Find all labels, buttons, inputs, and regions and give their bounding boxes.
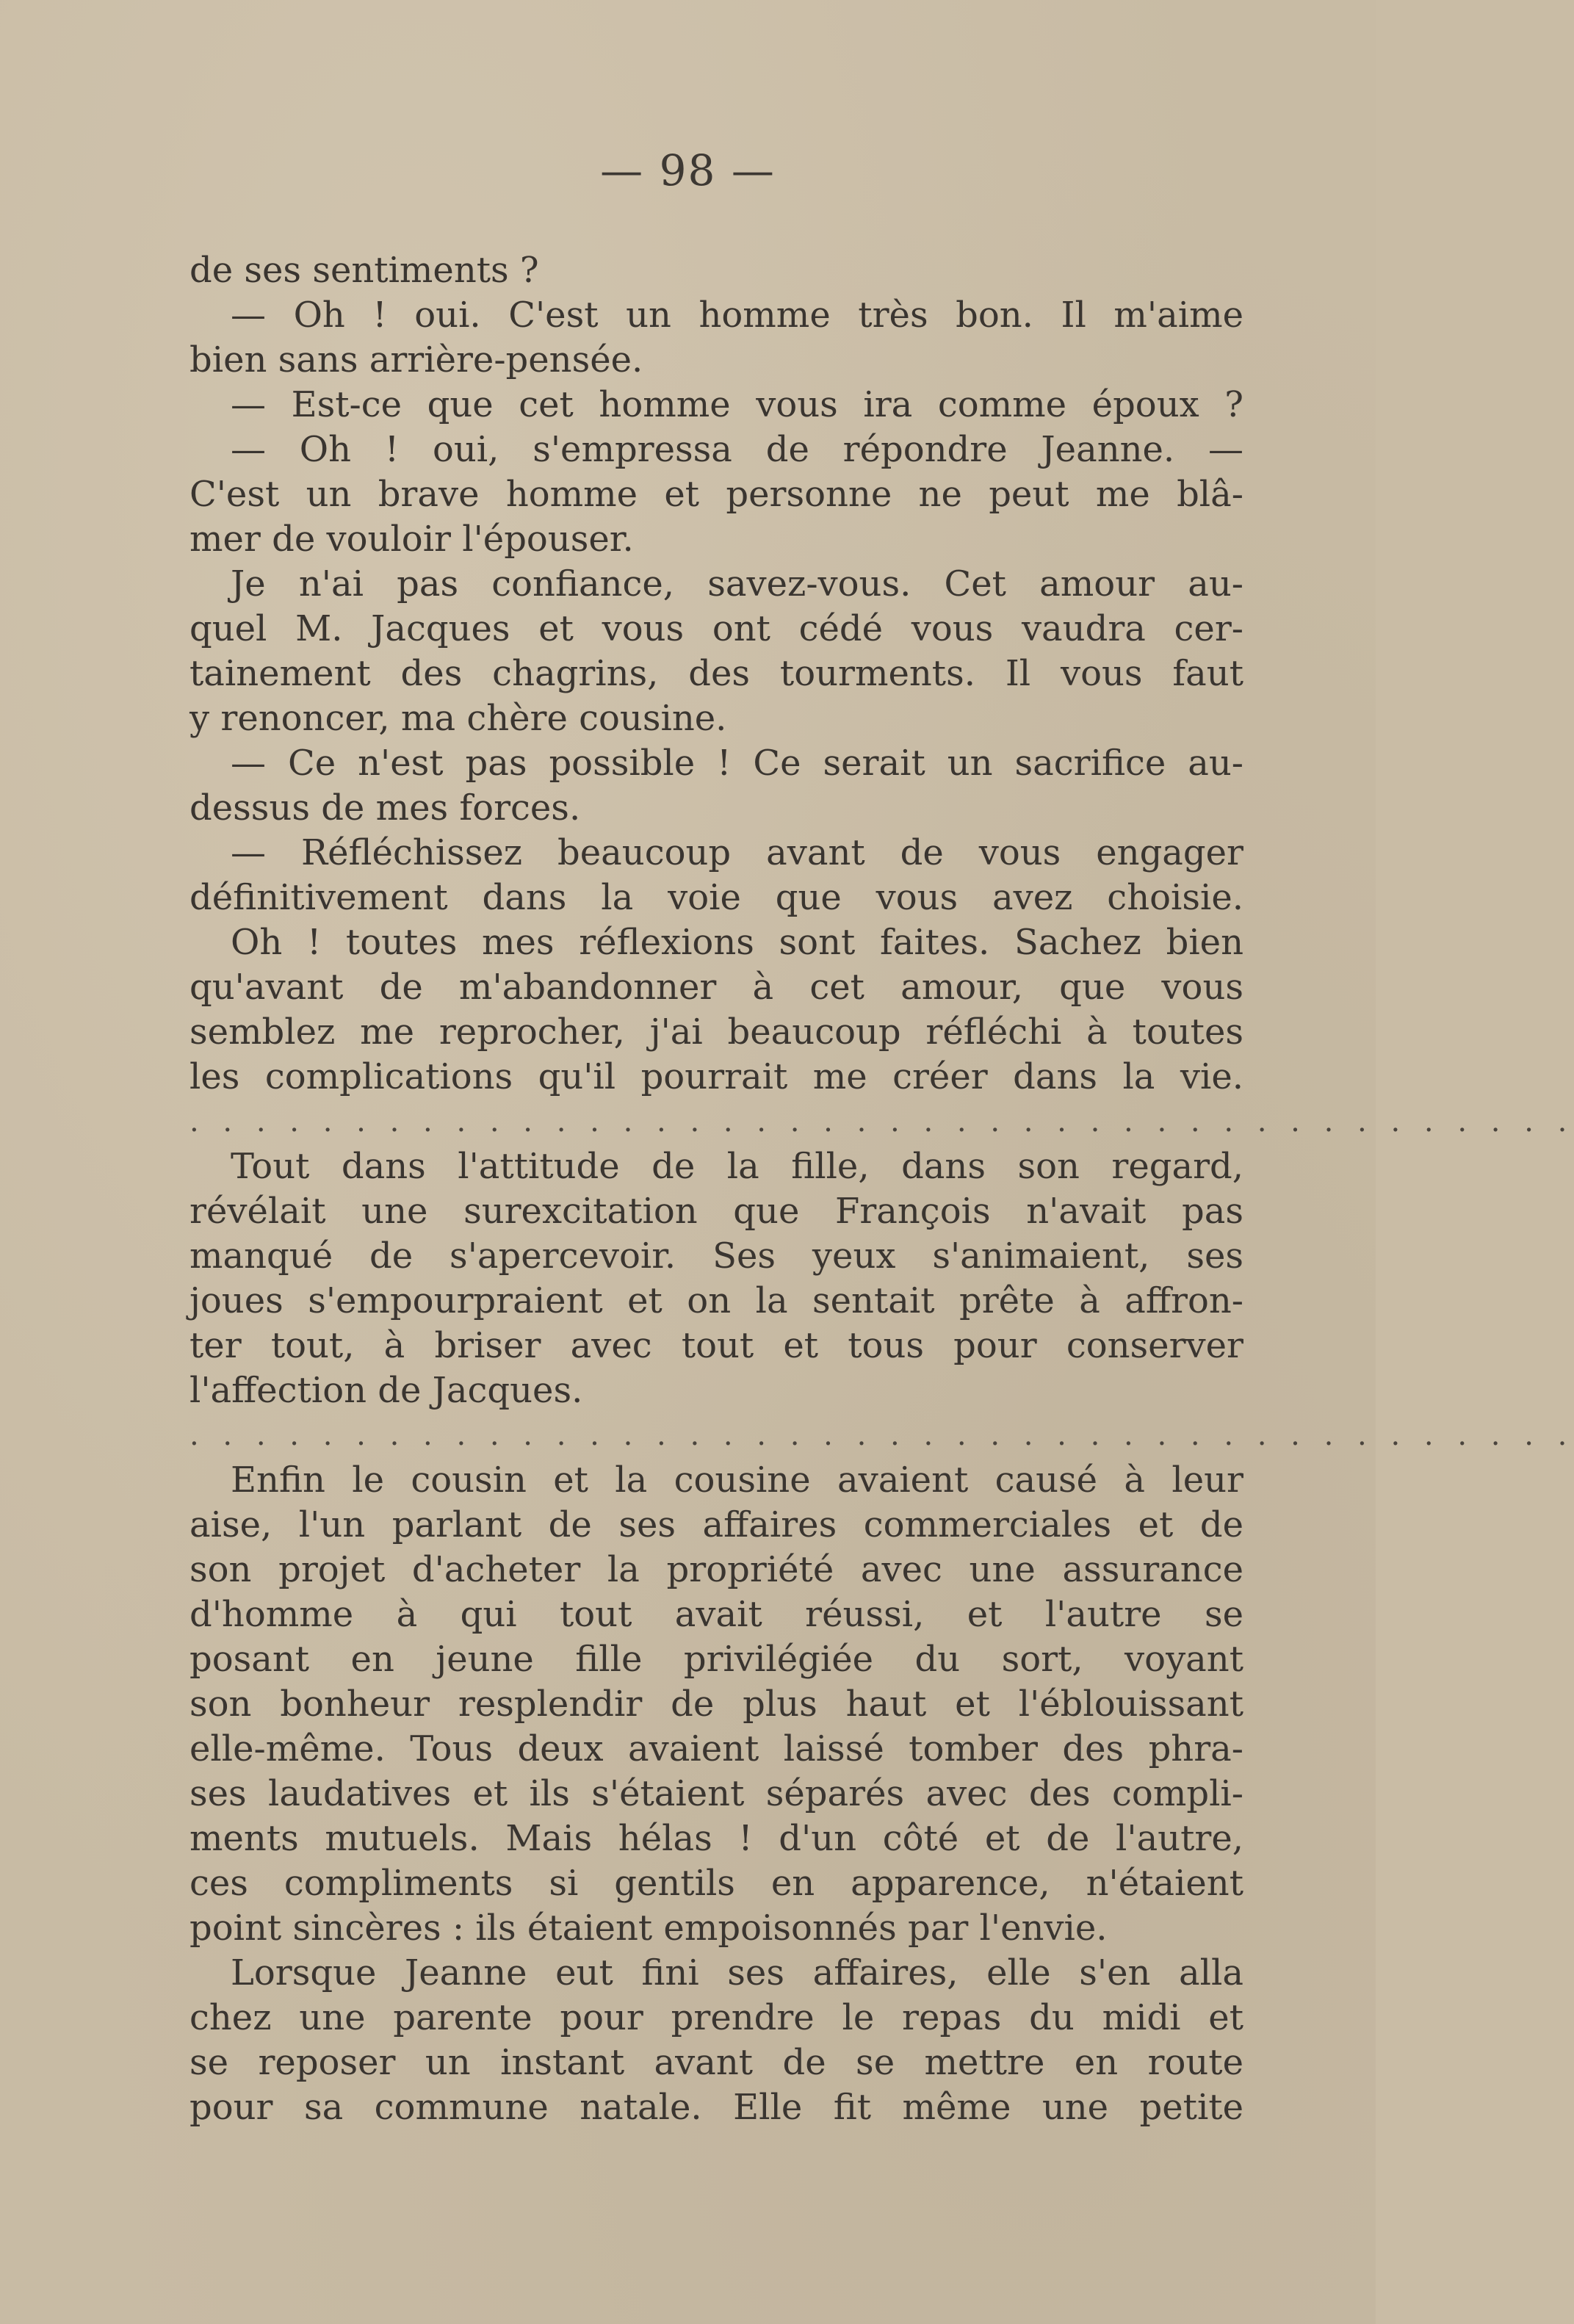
text-line: Lorsque Jeanne eut fini ses affaires, elle s'en alla [231, 1952, 1243, 1993]
text-line: les complications qu'il pourrait me créer dans la vie. [189, 1056, 1243, 1097]
text-line: Oh ! toutes mes réflexions sont faites. Sachez bien [231, 922, 1243, 963]
text-line: ments mutuels. Mais hélas ! d'un côté et de l'autre, [189, 1818, 1243, 1859]
text-line: son bonheur resplendir de plus haut et l'éblouissant [189, 1684, 1243, 1725]
text-line: son projet d'acheter la propriété avec une assurance [189, 1549, 1243, 1590]
text-line: C'est un brave homme et personne ne peut me blâ- [189, 474, 1243, 515]
text-line: manqué de s'apercevoir. Ses yeux s'animaient, ses [189, 1235, 1243, 1277]
text-line: — Oh ! oui. C'est un homme très bon. Il m'aime [231, 295, 1243, 336]
text-line: — Réfléchissez beaucoup avant de vous engager [231, 832, 1243, 873]
text-line: Enfin le cousin et la cousine avaient causé à leur [231, 1459, 1243, 1501]
text-line: point sincères : ils étaient empoisonnés par l'envie. [189, 1908, 1108, 1949]
page-body [189, 248, 1574, 2130]
text-line: révélait une surexcitation que François n'avait pas [189, 1191, 1243, 1232]
text-line: chez une parente pour prendre le repas du midi et [189, 1997, 1243, 2038]
text-line: — Oh ! oui, s'empressa de répondre Jeanne. — [231, 429, 1243, 470]
text-line: tainement des chagrins, des tourments. Il vous faut [189, 653, 1243, 694]
text-line: de ses sentiments ? [189, 250, 539, 291]
text-line: dessus de mes forces. [189, 787, 581, 829]
text-line: quel M. Jacques et vous ont cédé vous vaudra cer- [189, 608, 1243, 649]
text-line: Tout dans l'attitude de la fille, dans son regard, [231, 1146, 1243, 1187]
ellipsis-separator: . . . . . . . . . . . . . . . . . . . . . . . . . . . . . . . . . . . . . . . . . . [189, 1105, 1574, 1138]
text-line: y renoncer, ma chère cousine. [189, 698, 727, 739]
text-line: semblez me reprocher, j'ai beaucoup réfléchi à toutes [189, 1011, 1243, 1053]
text-line: définitivement dans la voie que vous avez choisie. [189, 877, 1243, 918]
text-line: mer de vouloir l'épouser. [189, 519, 634, 560]
text-line: d'homme à qui tout avait réussi, et l'autre se [189, 1594, 1243, 1635]
text-line: bien sans arrière-pensée. [189, 339, 643, 380]
text-line: joues s'empourpraient et on la sentait prête à affron- [189, 1280, 1243, 1321]
text-line: Je n'ai pas confiance, savez-vous. Cet amour au- [231, 563, 1243, 605]
text-line: — Est-ce que cet homme vous ira comme époux ? [231, 384, 1243, 425]
page-number: — 98 — [600, 145, 776, 195]
text-line: ter tout, à briser avec tout et tous pour conserver [189, 1325, 1243, 1366]
text-line: posant en jeune fille privilégiée du sort, voyant [189, 1639, 1243, 1680]
text-line: aise, l'un parlant de ses affaires commerciales et de [189, 1504, 1243, 1545]
text-line: l'affection de Jacques. [189, 1370, 583, 1411]
ellipsis-separator: . . . . . . . . . . . . . . . . . . . . . . . . . . . . . . . . . . . . . . . . . . [189, 1418, 1574, 1452]
text-line: ces compliments si gentils en apparence, n'étaient [189, 1863, 1243, 1904]
text-line: se reposer un instant avant de se mettre en route [189, 2042, 1243, 2083]
text-line: ses laudatives et ils s'étaient séparés avec des compli- [189, 1773, 1243, 1814]
text-line: elle-même. Tous deux avaient laissé tomber des phra- [189, 1728, 1243, 1769]
text-line: qu'avant de m'abandonner à cet amour, que vous [189, 967, 1243, 1008]
text-line: — Ce n'est pas possible ! Ce serait un sacrifice au- [231, 743, 1243, 784]
text-line: pour sa commune natale. Elle fit même une petite [189, 2087, 1243, 2128]
